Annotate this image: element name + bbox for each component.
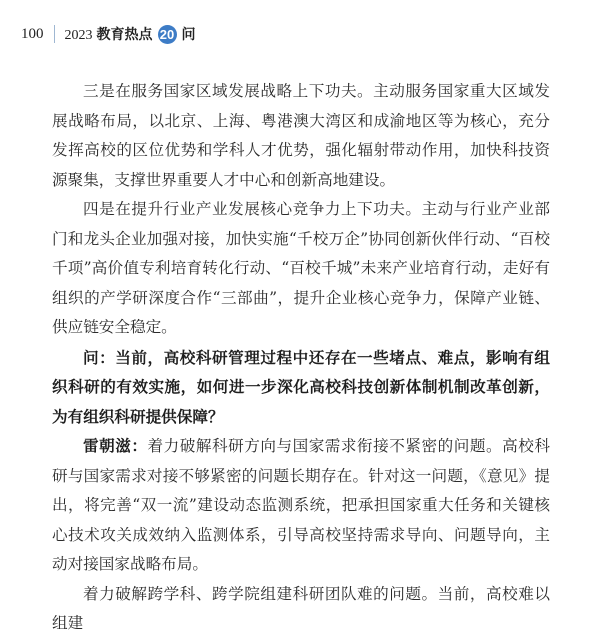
book-title-suffix: 问 — [181, 28, 196, 43]
speaker-name: 雷朝滋： — [83, 436, 148, 455]
book-title — [65, 24, 153, 44]
answer-text: 着力破解科研方向与国家需求衔接不紧密的问题。高校科研与国家需求对接不够紧密的问题长期存在。针对这一问题，《意见》提出，将完善“双一流”建设动态监测系统，把承担国家重大任务和关键核心技术攻关成效纳入监测体系，引导高校坚持需求导向、问题导向，主动对接国家战略布局。 — [52, 437, 550, 573]
paragraph-regional-strategy: 三是在服务国家区域发展战略上下功夫。主动服务国家重大区域发展战略布局，以北京、上海、粤港澳大湾区和成渝地区等为核心，充分发挥高校的区位优势和学科人才优势，强化辐射带动作用，加快科技资源聚集，支撑世界重要人才中心和创新高地建设。 — [52, 82, 550, 189]
book-title-text: 教育热点 — [96, 28, 153, 43]
interview-question: 问：当前，高校科研管理过程中还存在一些堵点、难点，影响有组织科研的有效实施，如何进一步深化高校科技创新体制机制改革创新，为有组织科研提供保障？ — [52, 347, 550, 426]
page-number: 100 — [21, 25, 44, 42]
header-divider — [54, 25, 55, 43]
paragraph-industry-competitiveness: 四是在提升行业产业发展核心竞争力上下功夫。主动与行业产业部门和龙头企业加强对接，加快实施“千校万企”协同创新伙伴行动、“百校千项”高价值专利培育转化行动、“百校千城”未来产业培育行动，走好有组织的产学研深度合作“三部曲”，提升企业核心竞争力，保障产业链、供应链安全稳定。 — [52, 200, 550, 336]
page-body — [52, 77, 550, 639]
number-badge: 20 — [158, 25, 177, 44]
interview-answer — [52, 431, 550, 580]
page-header — [21, 22, 196, 46]
book-year: 2023 — [64, 28, 93, 43]
paragraph-cross-discipline: 着力破解跨学科、跨学院组建科研团队难的问题。当前，高校难以组建 — [52, 584, 550, 632]
